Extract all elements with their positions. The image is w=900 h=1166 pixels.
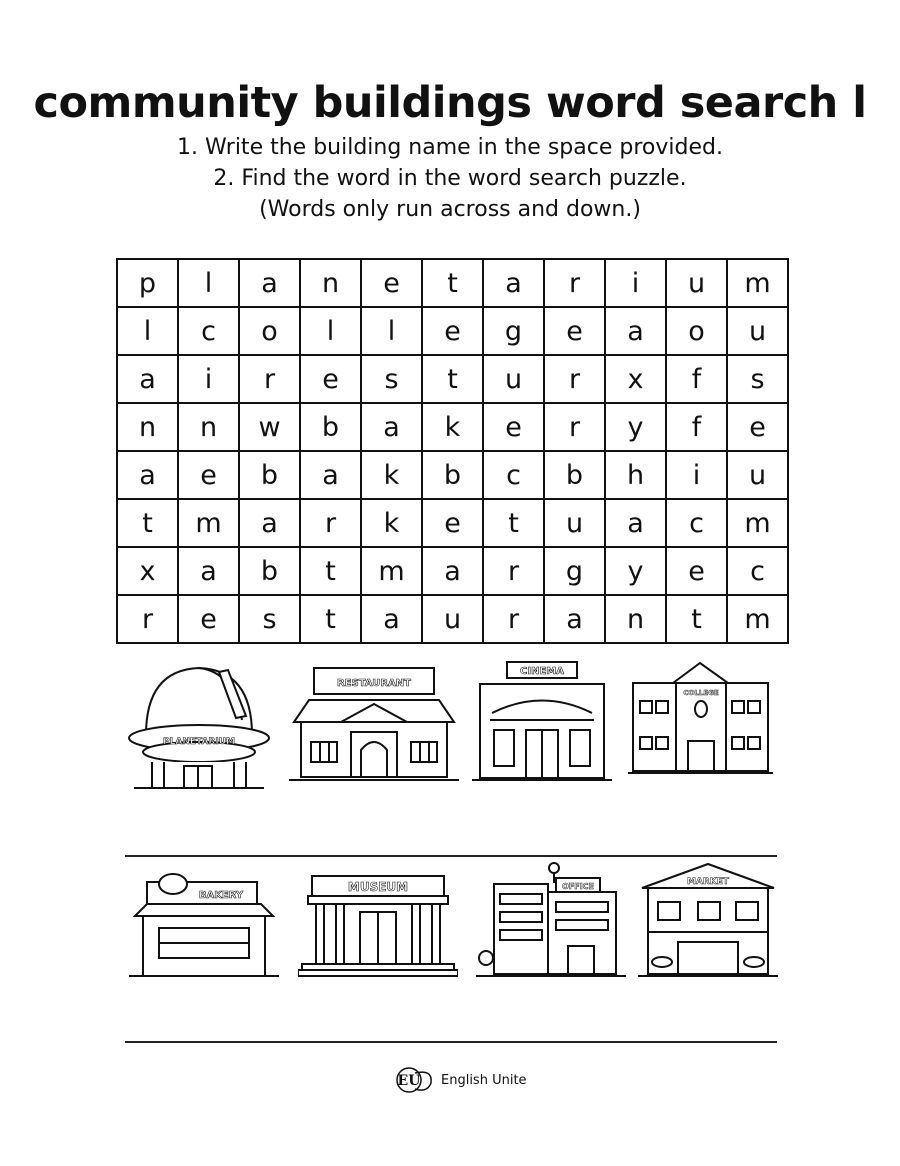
grid-cell: o bbox=[239, 307, 300, 355]
grid-cell: e bbox=[727, 403, 788, 451]
grid-cell: s bbox=[361, 355, 422, 403]
answer-line-1 bbox=[125, 855, 777, 857]
grid-cell: u bbox=[422, 595, 483, 643]
grid-cell: n bbox=[605, 595, 666, 643]
grid-cell: r bbox=[300, 499, 361, 547]
grid-cell: x bbox=[605, 355, 666, 403]
grid-cell: n bbox=[178, 403, 239, 451]
grid-cell: r bbox=[239, 355, 300, 403]
grid-cell: s bbox=[239, 595, 300, 643]
page-title: community buildings word search l bbox=[33, 78, 867, 128]
grid-cell: u bbox=[666, 259, 727, 307]
grid-cell: r bbox=[544, 403, 605, 451]
grid-cell: a bbox=[605, 499, 666, 547]
museum-label: MUSEUM bbox=[347, 880, 409, 894]
grid-cell: e bbox=[422, 307, 483, 355]
instruction-3: (Words only run across and down.) bbox=[259, 197, 641, 222]
grid-cell: e bbox=[361, 259, 422, 307]
grid-cell: a bbox=[483, 259, 544, 307]
instruction-1: 1. Write the building name in the space provided. bbox=[177, 135, 723, 160]
museum-illustration bbox=[298, 862, 458, 982]
grid-cell: e bbox=[483, 403, 544, 451]
grid-cell: m bbox=[178, 499, 239, 547]
grid-cell: m bbox=[361, 547, 422, 595]
grid-cell: e bbox=[178, 451, 239, 499]
grid-cell: t bbox=[300, 547, 361, 595]
grid-cell: w bbox=[239, 403, 300, 451]
grid-cell: u bbox=[727, 451, 788, 499]
grid-cell: l bbox=[178, 259, 239, 307]
grid-cell: y bbox=[605, 547, 666, 595]
grid-cell: a bbox=[422, 547, 483, 595]
footer-brand: English Unite bbox=[441, 1072, 527, 1088]
grid-cell: r bbox=[544, 259, 605, 307]
market-label: MARKET bbox=[686, 877, 730, 887]
grid-cell: a bbox=[178, 547, 239, 595]
grid-cell: c bbox=[666, 499, 727, 547]
grid-cell: i bbox=[178, 355, 239, 403]
grid-cell: e bbox=[422, 499, 483, 547]
restaurant-illustration bbox=[289, 662, 459, 787]
planetarium-illustration bbox=[124, 660, 274, 795]
grid-row bbox=[117, 499, 788, 547]
grid-cell: c bbox=[727, 547, 788, 595]
footer-logo bbox=[393, 1065, 527, 1095]
grid-row bbox=[117, 307, 788, 355]
grid-cell: b bbox=[422, 451, 483, 499]
grid-row bbox=[117, 403, 788, 451]
grid-cell: s bbox=[727, 355, 788, 403]
grid-cell: k bbox=[422, 403, 483, 451]
bakery-label: BAKERY bbox=[198, 890, 244, 901]
grid-cell: f bbox=[666, 403, 727, 451]
grid-cell: c bbox=[483, 451, 544, 499]
grid-cell: t bbox=[422, 259, 483, 307]
grid-row bbox=[117, 355, 788, 403]
grid-cell: t bbox=[117, 499, 178, 547]
grid-cell: r bbox=[483, 595, 544, 643]
grid-cell: i bbox=[605, 259, 666, 307]
grid-cell: r bbox=[544, 355, 605, 403]
grid-cell: a bbox=[117, 451, 178, 499]
grid-cell: l bbox=[300, 307, 361, 355]
logo-letters: EU bbox=[397, 1073, 421, 1089]
grid-cell: n bbox=[300, 259, 361, 307]
grid-cell: m bbox=[727, 499, 788, 547]
grid-cell: b bbox=[239, 547, 300, 595]
grid-cell: b bbox=[239, 451, 300, 499]
grid-cell: a bbox=[117, 355, 178, 403]
grid-cell: b bbox=[544, 451, 605, 499]
grid-cell: m bbox=[727, 595, 788, 643]
grid-cell: h bbox=[605, 451, 666, 499]
cinema-illustration bbox=[472, 658, 612, 788]
grid-cell: e bbox=[666, 547, 727, 595]
cinema-label: CINEMA bbox=[520, 666, 564, 677]
office-label: OFFICE bbox=[561, 882, 595, 891]
english-unite-logo-icon bbox=[393, 1065, 437, 1095]
grid-cell: o bbox=[666, 307, 727, 355]
grid-cell: n bbox=[117, 403, 178, 451]
grid-cell: e bbox=[544, 307, 605, 355]
grid-cell: b bbox=[300, 403, 361, 451]
grid-cell: a bbox=[361, 595, 422, 643]
grid-cell: f bbox=[666, 355, 727, 403]
market-illustration bbox=[638, 858, 778, 983]
grid-cell: r bbox=[483, 547, 544, 595]
restaurant-label: RESTAURANT bbox=[337, 678, 411, 689]
grid-cell: t bbox=[300, 595, 361, 643]
grid-cell: t bbox=[483, 499, 544, 547]
grid-cell: a bbox=[239, 259, 300, 307]
grid-cell: k bbox=[361, 499, 422, 547]
grid-row bbox=[117, 547, 788, 595]
word-search-grid bbox=[116, 258, 789, 644]
college-label: COLLEGE bbox=[683, 689, 719, 697]
college-illustration bbox=[628, 655, 773, 780]
grid-cell: i bbox=[666, 451, 727, 499]
grid-cell: t bbox=[666, 595, 727, 643]
grid-cell: a bbox=[605, 307, 666, 355]
grid-cell: a bbox=[300, 451, 361, 499]
grid-cell: a bbox=[239, 499, 300, 547]
planetarium-label: PLANETARIUM bbox=[163, 737, 235, 747]
grid-cell: y bbox=[605, 403, 666, 451]
grid-cell: r bbox=[117, 595, 178, 643]
grid-row bbox=[117, 259, 788, 307]
bakery-illustration bbox=[129, 868, 279, 983]
grid-cell: u bbox=[544, 499, 605, 547]
grid-row bbox=[117, 451, 788, 499]
grid-cell: g bbox=[483, 307, 544, 355]
grid-cell: u bbox=[483, 355, 544, 403]
grid-cell: e bbox=[178, 595, 239, 643]
grid-cell: l bbox=[117, 307, 178, 355]
grid-cell: m bbox=[727, 259, 788, 307]
office-illustration bbox=[476, 858, 626, 983]
grid-cell: l bbox=[361, 307, 422, 355]
grid-cell: u bbox=[727, 307, 788, 355]
grid-cell: t bbox=[422, 355, 483, 403]
grid-cell: p bbox=[117, 259, 178, 307]
answer-line-2 bbox=[125, 1041, 777, 1043]
grid-cell: a bbox=[361, 403, 422, 451]
grid-cell: x bbox=[117, 547, 178, 595]
grid-cell: c bbox=[178, 307, 239, 355]
grid-cell: g bbox=[544, 547, 605, 595]
grid-cell: k bbox=[361, 451, 422, 499]
grid-row bbox=[117, 595, 788, 643]
grid-cell: e bbox=[300, 355, 361, 403]
instruction-2: 2. Find the word in the word search puzzle. bbox=[213, 166, 687, 191]
grid-cell: a bbox=[544, 595, 605, 643]
